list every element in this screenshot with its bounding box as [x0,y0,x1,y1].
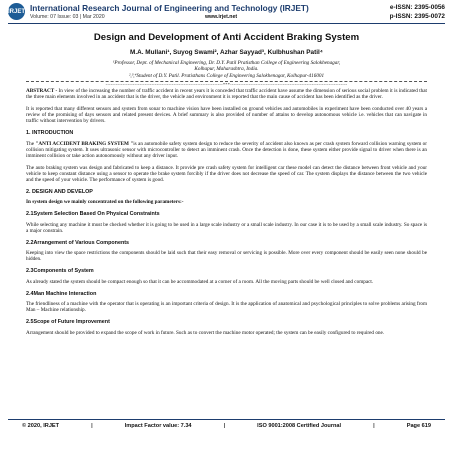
section-divider: ---------------------------------------------------------------------***--------------------------------------------------------------------- [26,81,427,87]
abstract-label: ABSTRACT - [26,88,58,95]
intro-paragraph-1 [26,141,427,159]
footer-separator: | [223,423,226,429]
subsection-text-2-2: Keeping into view the space restrictions the components should be laid such that their easy removal or servicing is possible. More over every component should be easily seen none should be hidden. [26,250,427,263]
irjet-logo-icon: IRJET [8,3,25,20]
subsection-text-2-3: As already stated the system should be compact enough so that it can be accommodated at a corner of a room. All the moving parts should be well closed and compact. [26,278,374,285]
subsection-heading-2-5: 2.5Scope of Future Improvement [26,319,110,326]
section-heading-design: 2. DESIGN AND DEVELOP [26,188,93,195]
intro-text: is an automobile safety system design to reduce the severity of accident also known as per crash system forward collision warning system or collision mitigating system. It uses ultrasonic sensor with microcontroller to detect an imminent crash. Once the detection is done, these system either provide signal to driver when there is an imminent collision or take action autonomously without any driver input. [26,140,427,159]
journal-website-link[interactable]: www.irjet.net [205,14,238,20]
footer-separator: | [373,423,375,429]
page-footer [8,419,445,429]
affiliation-3: ²,³,⁴Student of D.Y. Patil. Pratisthans College of Engineering Salokhenagar, Kolhapur-416001 [128,72,325,79]
design-lead: In system design we mainly concentrated on the following parameters:- [26,199,184,206]
p-issn: p-ISSN: 2395-0072 [389,13,445,20]
paper-authors: M.A. Mullani¹, Suyog Swami², Azhar Sayyad³, Kulbhushan Patil⁴ [130,49,323,56]
journal-header [0,0,453,26]
paper-title: Design and Development of Anti Accident Braking System [93,32,360,43]
subsection-heading-2-2: 2.2Arrangement of Various Components [26,239,130,246]
footer-iso: ISO 9001:2008 Certified Journal [257,423,342,429]
header-divider [8,23,445,24]
footer-page-number: Page 619 [406,423,431,429]
section-heading-introduction: 1. INTRODUCTION [26,130,74,137]
abstract-paragraph-2: It is reported that many different sensors and system from sonar to machine vision have been installed on ground vehicles and automobiles in experiment have been conducted over 40 years a review of the promising of days sensors and related present devices. A brief summary is also provided of number of attains to develop autonomous vehicle i.e. vehicles that can navigate in traffic without intervention by drivers. [26,106,427,125]
subsection-text-2-5: Arrangement should be provided to expand the scope of work in future. Such as to convert the machine motor operated; the system can be easily configured to required one. [26,329,385,336]
subsection-text-2-4: The friendliness of a machine with the operator that is operating is an important criteria of design. It is the application of anatomical and psychological principles to solve problems arising from Man – Machine relationship. [26,301,427,314]
journal-name: International Research Journal of Engineering and Technology (IRJET) [30,3,309,13]
footer-impact-factor: Impact Factor value: 7.34 [124,423,192,429]
abstract-text: In view of the increasing the number of traffic accident in recent years it is conceded that traffic accident have assume the dimension of serious social problem it is indicated that the three main elements involved in an accident that is the driver, the vehicle and environment it is reported that the main cause of accident has been identified as the driver. [26,88,427,101]
abstract [26,88,427,100]
affiliation-1: ¹Professor, Dept. of Mechanical Engineering, Dr. D.Y. Patil Pratisthan College of Engineering Salokhenagar, [112,60,341,66]
volume-issue: Volume: 07 Issue: 03 | Mar 2020 [30,14,105,20]
subsection-heading-2-4: 2.4Man Machine Interaction [26,290,97,297]
subsection-heading-2-3: 2.3Components of System [26,268,94,275]
e-issn: e-ISSN: 2395-0056 [389,4,445,11]
footer-copyright: © 2020, IRJET [22,423,60,429]
intro-lead: The [26,140,36,147]
subsection-heading-2-1: 2.1System Selection Based On Physical Constraints [26,211,160,218]
footer-row [8,420,445,429]
paper-content [26,30,427,342]
affiliation-2: Kolhapur, Maharashtra, India. [194,66,259,73]
subsection-text-2-1: While selecting any machine it must be checked whether it is going to be used in a large scale industry or a small scale industry. In our case it is to be used by a small scale industry. So space is a major constrain. [26,221,427,234]
footer-separator: | [91,423,93,429]
intro-system-name: "ANTI ACCIDENT BRAKING SYSTEM " [35,140,134,147]
intro-paragraph-2: The auto braking system was design and fabricated to keep a distance. It provide pre crash safety system for intelligent car these model can detect the distance between front vehicle and your vehicle to keep constant distance using a sensor to operate the brake system forcibly if the driver does not decrease the speed of car. The system displays the distance between the two vehicle and the speed of your vehicle. The performance of system is good. [26,164,427,183]
